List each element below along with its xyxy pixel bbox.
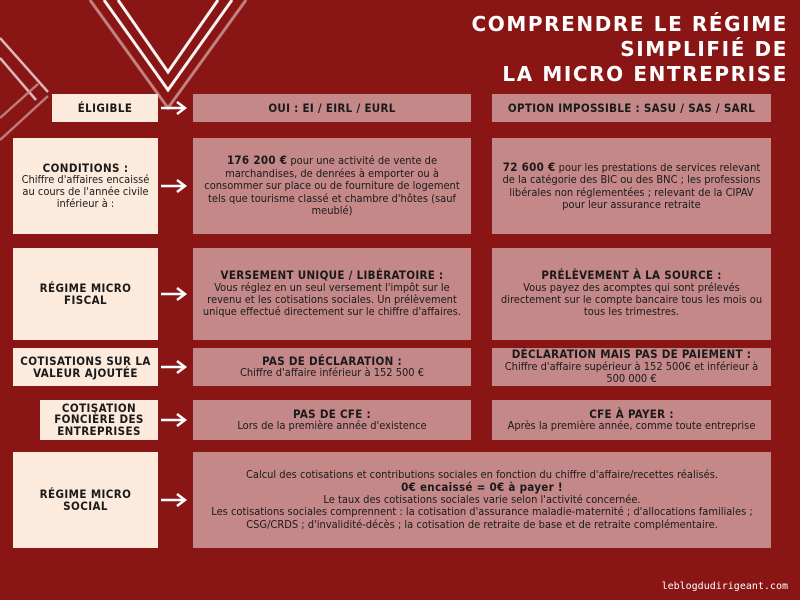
arrow-right-icon [160,178,188,194]
social-line-4: Les cotisations sociales comprennent : la cotisation d'assurance maladie-maternité ; d'allocations familiales ; CSG/CRDS ; d'invalidité-décès ; la cotisation de retraite de base et de retraite complémentaire. [211,505,753,531]
conditions-sales-box [193,138,471,234]
conditions-sales-text [201,154,463,217]
cfe-label-box [40,400,158,440]
conditions-label-box [13,138,158,234]
arrow-right-icon [160,100,188,116]
cfe-payable-box [492,400,771,440]
tva-no-declaration-text: Chiffre d'affaire inférieur à 152 500 € [239,366,425,379]
conditions-sales-desc: pour une activité de vente de marchandises, de denrées à emporter ou à consommer sur place ou de fourniture de logement tels que tourisme classé et chambre d'hôtes (sauf meublé) [204,154,460,218]
fiscal-label: RÉGIME MICRO FISCAL [39,281,132,307]
arrow-right-icon [160,286,188,302]
tva-label-box [13,348,158,386]
cfe-none-title: PAS DE CFE : [293,406,371,421]
conditions-services-amount: 72 600 € [502,159,556,174]
arrow-right-icon [160,492,188,508]
conditions-sales-amount: 176 200 € [226,153,288,168]
cfe-none-box [193,400,471,440]
social-line-1: Calcul des cotisations et contributions sociales en fonction du chiffre d'affaire/recettes réalisés. [245,467,719,481]
cfe-none-text: Lors de la première année d'existence [237,419,427,432]
tva-no-declaration-box [193,348,471,386]
fiscal-single-payment-title: VERSEMENT UNIQUE / LIBÉRATOIRE : [220,268,444,283]
eligible-yes-box [193,94,471,122]
social-details-box [193,452,771,548]
eligible-yes-text: OUI : EI / EIRL / EURL [268,100,396,115]
tva-declaration-text: Chiffre d'affaire supérieur à 152 500€ et inférieur à 500 000 € [504,359,759,386]
cfe-label: COTISATION FONCIÈRE DES ENTREPRISES [54,400,144,438]
fiscal-single-payment-box [193,248,471,340]
conditions-services-desc: pour les prestations de services relevant de la catégorie des BIC ou des BNC ; les professions libérales non réglementées ; relevant de la CIPAV pour leur assurance retraite [502,160,761,211]
fiscal-single-payment-text: Vous réglez en un seul versement l'impôt sur le revenu et les cotisations sociales. Un prélèvement unique effectué directement sur le chiffre d'affaires. [202,280,462,319]
fiscal-withholding-title: PRÉLÈVEMENT À LA SOURCE : [541,268,722,283]
title-line-2: LA MICRO ENTREPRISE [502,62,788,86]
arrow-right-icon [160,412,188,428]
tva-no-declaration-title: PAS DE DÉCLARATION : [262,353,402,368]
eligible-no-text: OPTION IMPOSSIBLE : SASU / SAS / SARL [507,100,756,115]
social-line-2: 0€ encaissé = 0€ à payer ! [401,480,563,495]
cfe-payable-title: CFE À PAYER : [589,406,674,421]
conditions-sublabel: Chiffre d'affaires encaissé au cours de l'année civile inférieur à : [21,173,150,210]
cfe-payable-text: Après la première année, comme toute entreprise [507,419,756,432]
fiscal-withholding-box [492,248,771,340]
footer-website: leblogdudirigeant.com [661,581,788,592]
social-label: RÉGIME MICRO SOCIAL [39,487,132,513]
fiscal-label-box [13,248,158,340]
eligible-no-box [492,94,771,122]
eligible-label: ÉLIGIBLE [77,101,133,115]
conditions-services-box [492,138,771,234]
title-line-1: COMPRENDRE LE RÉGIME SIMPLIFIÉ DE [471,12,788,61]
tva-label: COTISATIONS SUR LA VALEUR AJOUTÉE [20,354,151,380]
conditions-services-text [500,161,763,212]
social-line-3: Le taux des cotisations sociales varie selon l'activité concernée. [323,492,641,506]
page-title [348,12,788,87]
conditions-label: CONDITIONS : [42,161,129,175]
tva-declaration-title: DÉCLARATION MAIS PAS DE PAIEMENT : [511,347,752,362]
eligible-label-box [52,94,158,122]
arrow-right-icon [160,359,188,375]
tva-declaration-box [492,348,771,386]
fiscal-withholding-text: Vous payez des acomptes qui sont prélevés directement sur le compte bancaire tous les mois ou tous les trimestres. [500,280,763,319]
social-label-box [13,452,158,548]
